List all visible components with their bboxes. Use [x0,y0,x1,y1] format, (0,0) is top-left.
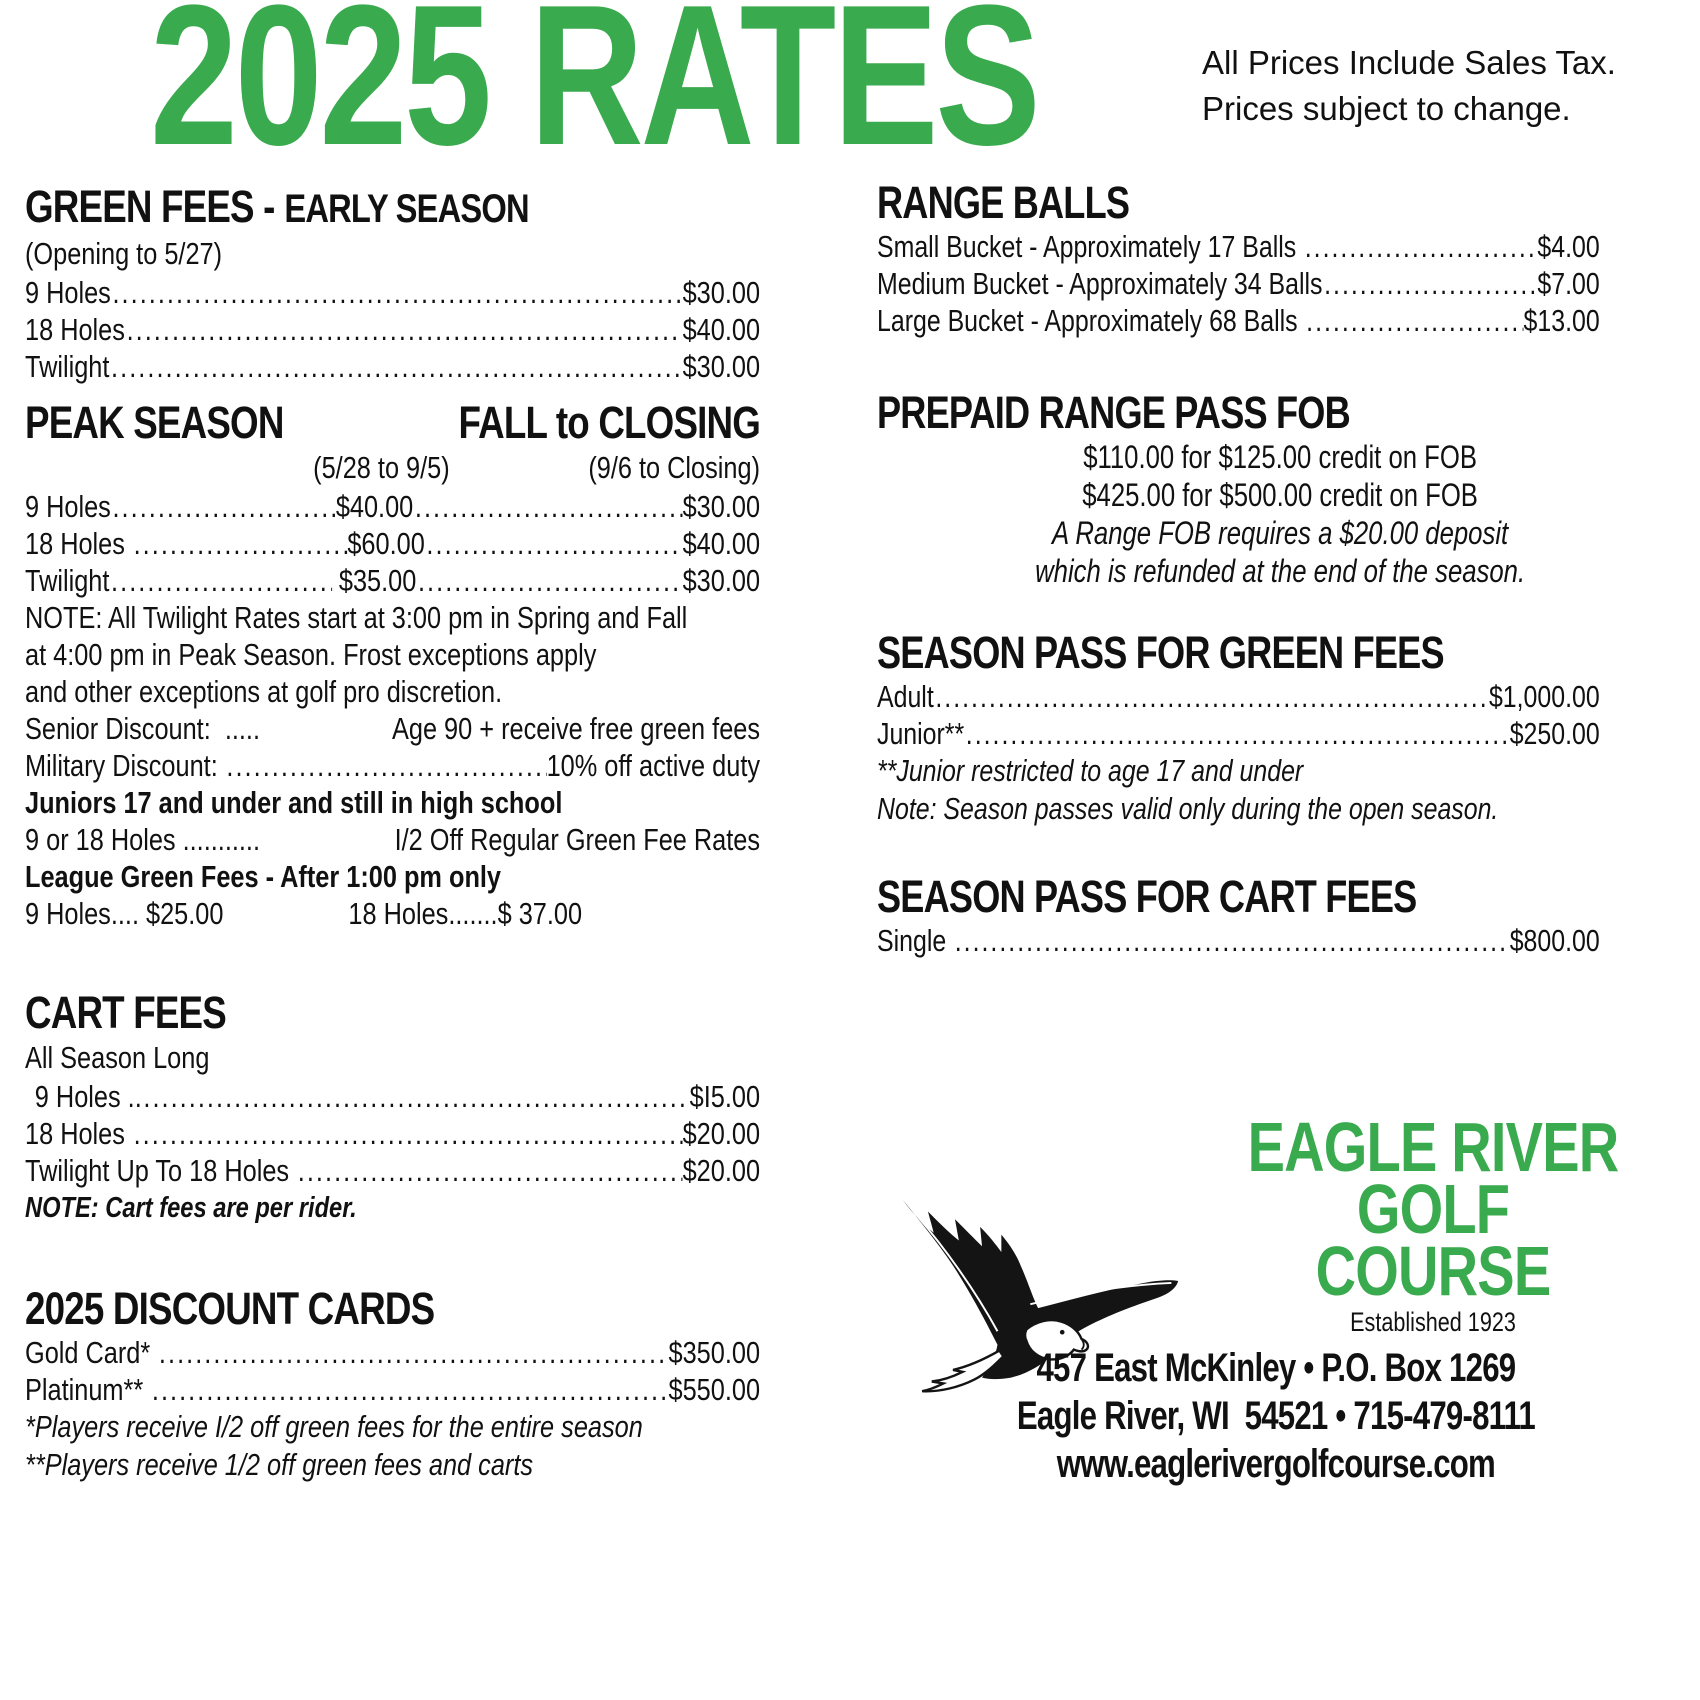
juniors-value: I/2 Off Regular Green Fee Rates [394,822,761,857]
rate-label: Small Bucket - Approximately 17 Balls [877,229,1304,264]
discount-cards-heading: 2025 DISCOUNT CARDS [25,1283,435,1334]
platinum-card-footnote: **Players receive 1/2 off green fees and carts [25,1447,534,1482]
rate-row [25,311,760,348]
rate-row [25,488,760,525]
league-18-holes: 18 Holes.......$ 37.00 [348,896,583,931]
rate-price: $350.00 [668,1335,761,1370]
rate-price: $30.00 [682,349,761,384]
rate-label: Adult [877,679,934,714]
season-pass-validity-note: Note: Season passes valid only during the open season. [877,791,1499,826]
military-discount-row [25,747,760,784]
address-block [960,1344,1592,1488]
rate-label: 18 Holes [25,526,132,561]
rate-row [877,678,1600,715]
twilight-note-line2: at 4:00 pm in Peak Season. Frost exceptions apply [25,637,597,672]
peak-price: $40.00 [335,489,414,524]
rate-row [877,265,1600,302]
rate-label: 9 Holes [25,489,111,524]
dot-leader [132,525,347,562]
dot-leader [150,1371,668,1408]
dot-leader [934,678,1489,715]
rate-price: $550.00 [668,1372,761,1407]
league-rate-row [25,895,760,932]
dot-leader [132,1115,683,1152]
range-pass-fob-section [877,388,1600,590]
rate-price: $250.00 [1509,716,1600,751]
dot-leader [157,1334,668,1371]
discount-cards-section [25,1284,760,1484]
dot-leader [413,488,682,525]
dot-leader [953,922,1510,959]
fall-price: $40.00 [682,526,761,561]
senior-discount-row [25,710,760,747]
rate-row [25,1078,760,1115]
cart-fees-section [25,988,760,1227]
rate-price: $I5.00 [689,1079,761,1114]
website-url: www.eaglerivergolfcourse.com [1056,1442,1496,1486]
address-line2: Eagle River, WI 54521 • 715-479-8111 [1016,1394,1535,1438]
range-pass-details [877,438,1600,590]
twilight-note-line1: NOTE: All Twilight Rates start at 3:00 pm in Spring and Fall [25,600,688,635]
early-season-dates: (Opening to 5/27) [25,236,223,271]
fob-credit-line1: $110.00 for $125.00 credit on FOB [1083,439,1477,475]
green-fees-early-heading [25,182,760,234]
rate-price: $13.00 [1523,303,1600,338]
rate-label: 18 Holes [25,312,125,347]
rate-row [25,348,760,385]
cart-fees-subtitle: All Season Long [25,1040,210,1075]
rate-label: Twilight [25,349,110,384]
heading-sub: EARLY SEASON [284,187,529,231]
military-discount-label: Military Discount: [25,748,225,783]
rate-price: $7.00 [1537,266,1600,301]
dot-leader [109,562,331,599]
peak-fall-date-ranges [25,448,760,488]
rate-row [877,922,1600,959]
peak-dates: (5/28 to 9/5) [313,450,450,485]
fall-price: $30.00 [682,563,761,598]
peak-price: $60.00 [347,526,425,561]
juniors-rate-row [25,821,760,858]
rate-label: 18 Holes [25,1116,132,1151]
tax-note-line1: All Prices Include Sales Tax. [1202,44,1616,81]
peak-fall-heading [25,398,760,448]
dot-leader [109,348,682,385]
dot-leader [111,274,683,311]
rate-row [25,1115,760,1152]
rate-label: Twilight [25,563,110,598]
rate-price: $40.00 [682,312,761,347]
rate-row [25,562,760,599]
rate-row [25,1371,760,1408]
range-balls-heading: RANGE BALLS [877,177,1130,228]
season-pass-green-heading: SEASON PASS FOR GREEN FEES [877,627,1444,678]
fall-closing-heading: FALL to CLOSING [458,397,761,448]
dot-leader [142,1078,690,1115]
fob-credit-line2: $425.00 for $500.00 credit on FOB [1082,477,1478,513]
cart-fees-note: NOTE: Cart fees are per rider. [25,1192,357,1224]
address-line1: 457 East McKinley • P.O. Box 1269 [1036,1346,1516,1390]
rate-label: 9 Holes .. [34,1079,142,1114]
brand-name-line1: EAGLE RIVER [1247,1108,1619,1186]
fob-deposit-note-line2: which is refunded at the end of the season. [1035,553,1526,589]
page-title: 2025 RATES [150,0,1038,187]
rate-row [25,274,760,311]
rate-label: Large Bucket - Approximately 68 Balls [877,303,1305,338]
rate-label: Platinum** [25,1372,151,1407]
senior-discount-value: Age 90 + receive free green fees [391,711,761,746]
rate-row [877,228,1600,265]
rate-row [877,715,1600,752]
league-9-holes: 9 Holes.... $25.00 [25,896,224,931]
rate-row [25,1152,760,1189]
rate-label: 9 Holes [25,275,111,310]
range-pass-heading: PREPAID RANGE PASS FOB [877,387,1350,438]
rate-row [25,525,760,562]
rate-label: Medium Bucket - Approximately 34 Balls [877,266,1323,301]
dot-leader [111,488,336,525]
range-balls-section [877,178,1600,339]
dot-leader [416,562,682,599]
rate-row [877,302,1600,339]
green-fees-early-section [25,182,760,385]
dot-leader [1303,228,1537,265]
season-pass-cart-section [877,872,1600,959]
rate-price: $30.00 [682,275,761,310]
twilight-note-line3: and other exceptions at golf pro discretion. [25,674,503,709]
rate-price: $20.00 [682,1153,761,1188]
established-text: Established 1923 [1350,1307,1516,1337]
military-discount-value: 10% off active duty [546,748,761,783]
peak-price: $35.00 [331,563,417,598]
cart-fees-heading: CART FEES [25,987,226,1038]
fall-price: $30.00 [682,489,761,524]
dot-leader [225,747,547,784]
brand-name-line3: COURSE [1315,1232,1551,1310]
brand-block [1225,1108,1641,1340]
tax-note-line2: Prices subject to change. [1202,90,1571,127]
fall-dates: (9/6 to Closing) [588,450,761,485]
rate-price: $800.00 [1509,923,1600,958]
dot-leader [125,311,683,348]
gold-card-footnote: *Players receive I/2 off green fees for the entire season [25,1409,643,1444]
dot-leader [1323,265,1538,302]
heading-main: GREEN FEES - [25,181,275,232]
dot-leader [1305,302,1524,339]
senior-discount-label: Senior Discount: ..... [25,711,260,746]
rate-label: Single [877,923,954,958]
rate-row [25,1334,760,1371]
junior-restriction-footnote: **Junior restricted to age 17 and under [877,753,1304,788]
fob-deposit-note-line1: A Range FOB requires a $20.00 deposit [1052,515,1509,551]
juniors-label: 9 or 18 Holes ........... [25,822,260,857]
rate-price: $4.00 [1537,229,1600,264]
rate-label: Gold Card* [25,1335,158,1370]
season-pass-green-section [877,628,1600,828]
rate-price: $1,000.00 [1488,679,1600,714]
juniors-heading: Juniors 17 and under and still in high school [25,785,563,820]
dot-leader [964,715,1510,752]
peak-fall-section [25,398,760,932]
rate-label: Twilight Up To 18 Holes [25,1153,297,1188]
left-column [25,0,760,1700]
season-pass-cart-heading: SEASON PASS FOR CART FEES [877,871,1417,922]
league-heading: League Green Fees - After 1:00 pm only [25,859,502,894]
brand-name-line2: GOLF [1356,1170,1510,1248]
dot-leader [296,1152,682,1189]
rate-label: Junior** [877,716,965,751]
rate-price: $20.00 [682,1116,761,1151]
peak-season-heading: PEAK SEASON [25,397,284,448]
dot-leader [425,525,683,562]
